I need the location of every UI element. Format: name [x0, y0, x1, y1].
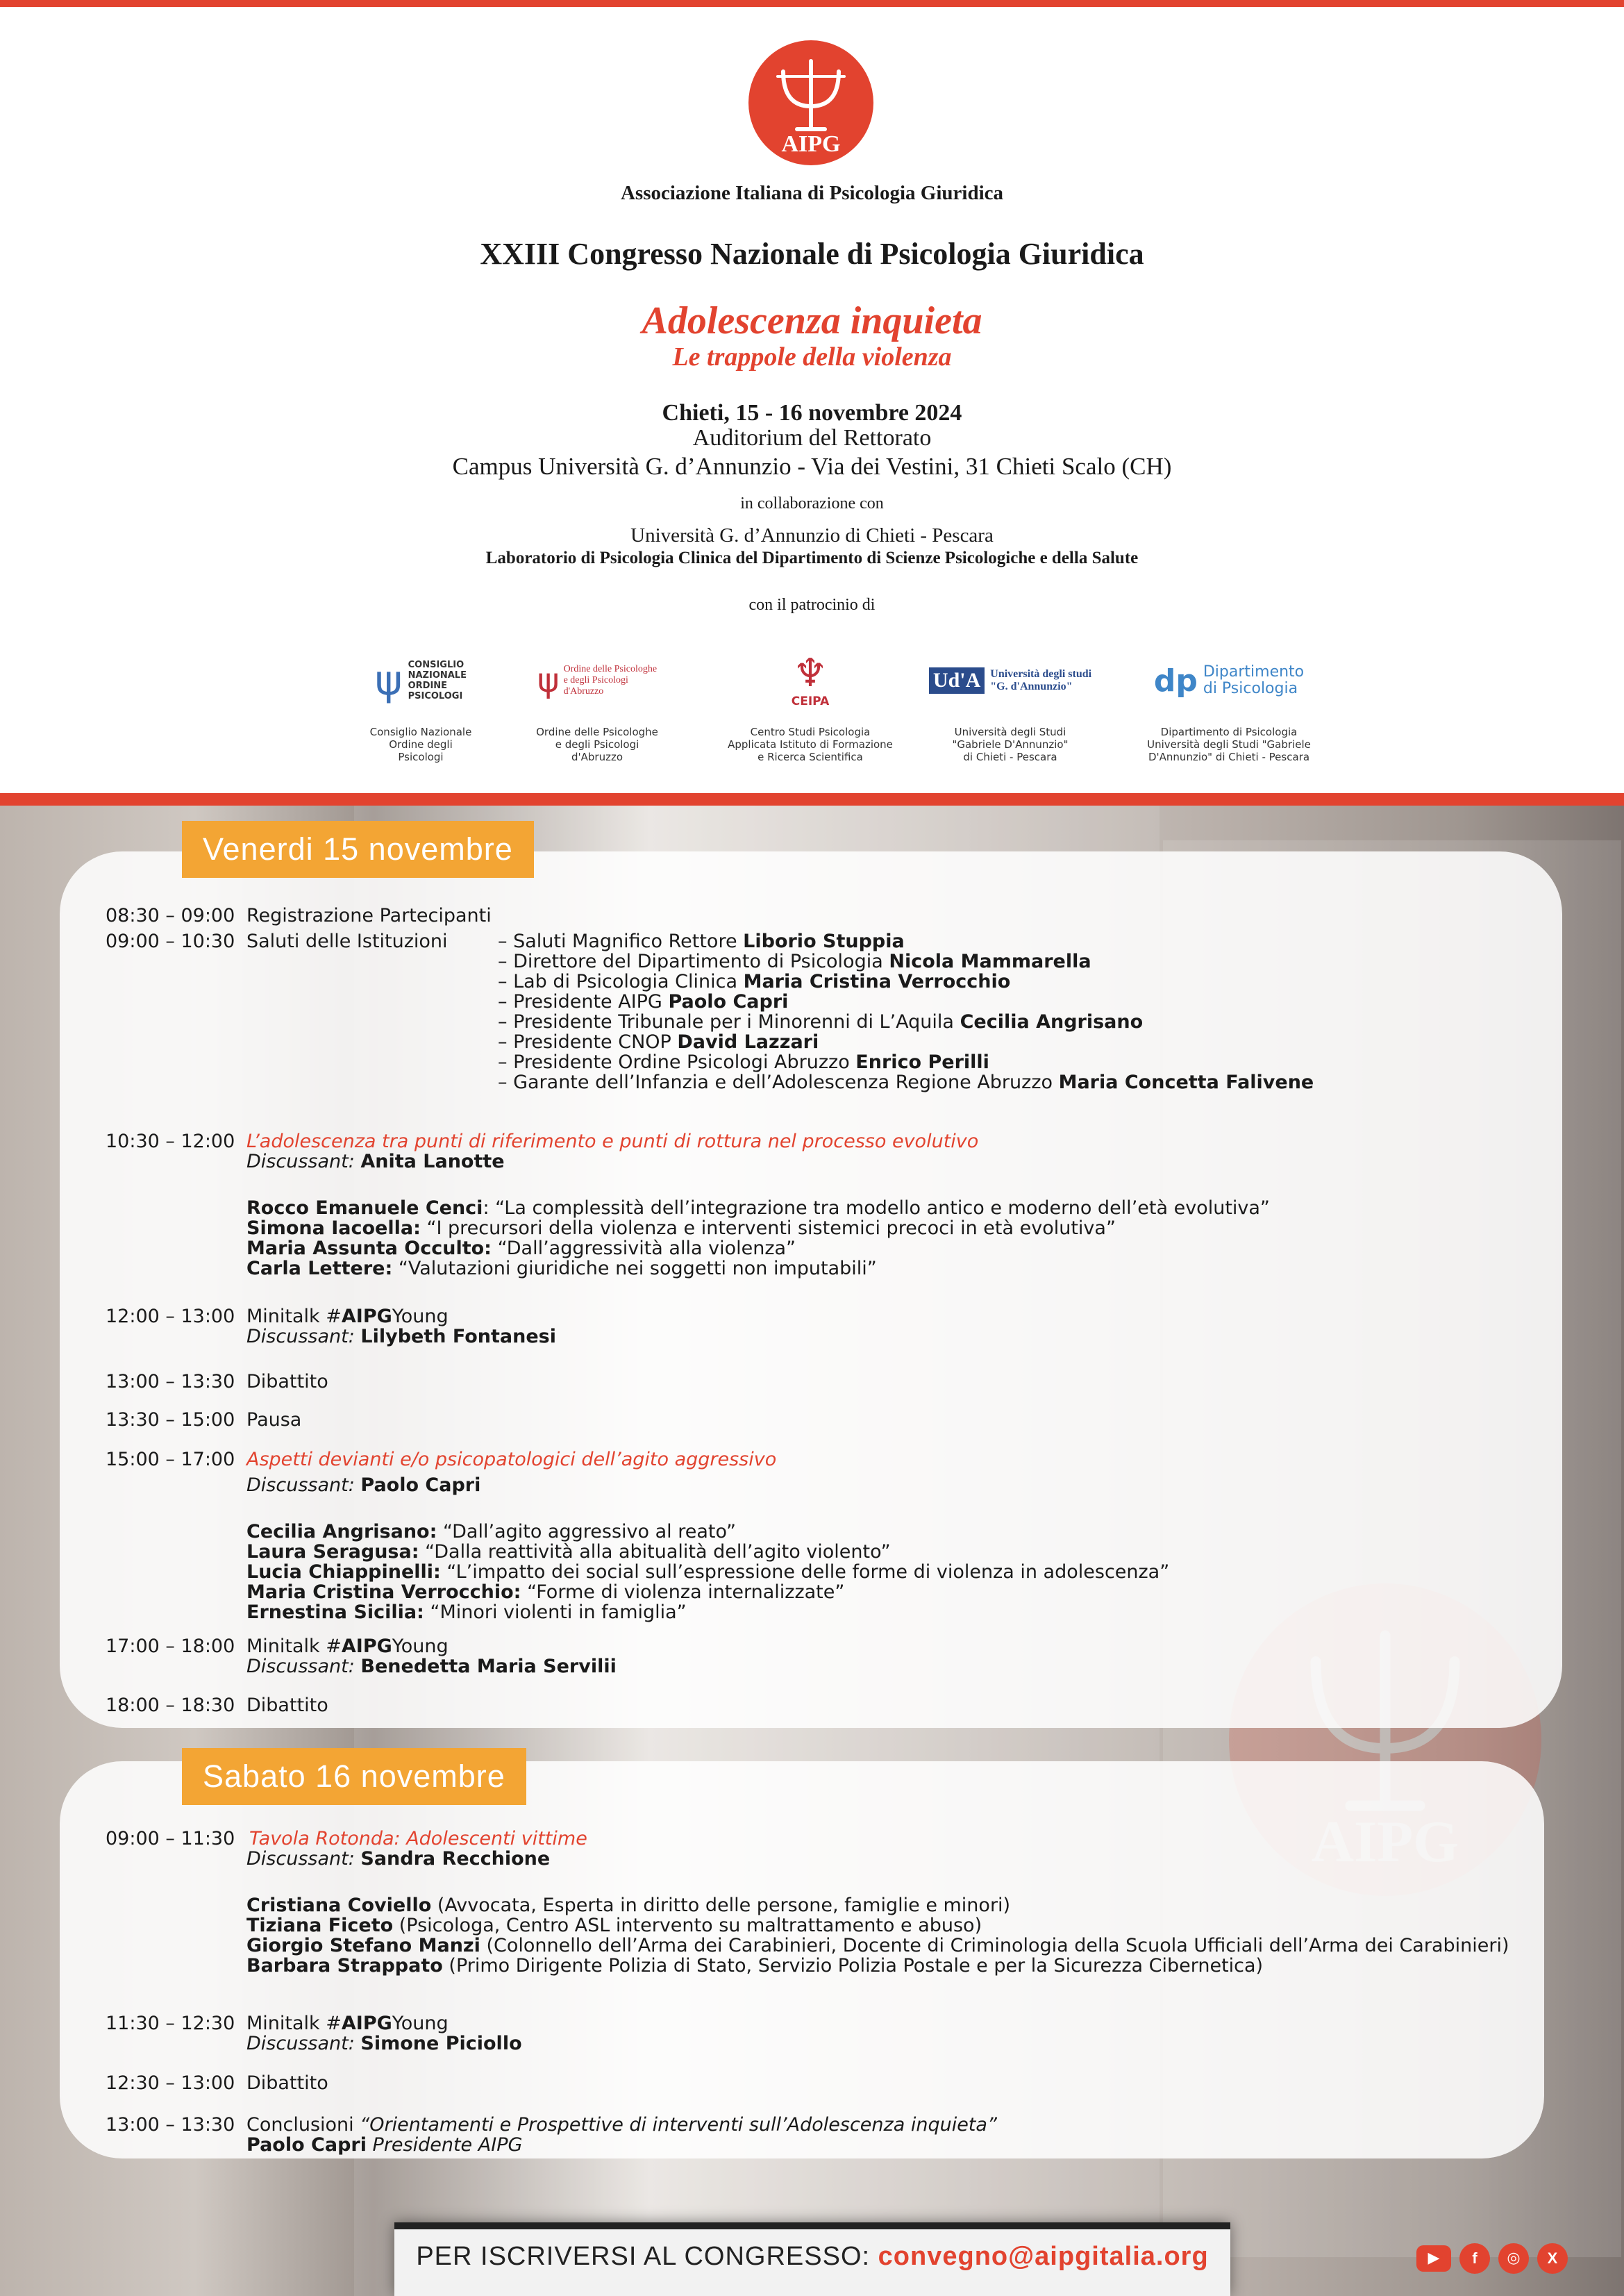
patron-cnop: ψ CONSIGLIO NAZIONALE ORDINE PSICOLOGI Consiglio Nazionale Ordine degli Psicologi [317, 642, 525, 763]
psi-icon: ψ [375, 656, 403, 705]
top-rule [0, 0, 1624, 7]
panelist-item: Giorgio Stefano Manzi (Colonnello dell’Arma dei Carabinieri, Docente di Criminologia della Scuola Ufficiali dell’Arma dei Carabinieri) [246, 1935, 1509, 1956]
session-title: L’adolescenza tra punti di riferimento e punti di rottura nel processo evolutivo [246, 1131, 979, 1152]
collab-intro: in collaborazione con [740, 494, 884, 513]
day2-tab: Sabato 16 novembre [182, 1748, 526, 1805]
panelist-item: Tiziana Ficeto (Psicologa, Centro ASL intervento su maltrattamento e abuso) [246, 1915, 982, 1936]
list-item: – Presidente AIPG Paolo Capri [498, 991, 789, 1013]
theme-title: Adolescenza inquieta [642, 299, 982, 342]
talk-item: Simona Iacoella: “I precursori della violenza e interventi sistemici precoci in età evolutiva” [246, 1217, 1116, 1239]
ordine-abruzzo-logo: ψ Ordine delle Psicologhe e degli Psicologi d'Abruzzo [537, 661, 658, 700]
psi-scales-icon [748, 40, 873, 165]
talk-item: Laura Seragusa: “Dalla reattività alla abitualità dell’agito violento” [246, 1541, 891, 1563]
panelist-item: Barbara Strappato (Primo Dirigente Polizia di Stato, Servizio Polizia Postale e per la Sicurezza Cibernetica) [246, 1955, 1264, 1977]
x-icon[interactable]: X [1537, 2243, 1568, 2274]
talk-item: Maria Assunta Occulto: “Dall’aggressività alla violenza” [246, 1238, 796, 1259]
session-title: Tavola Rotonda: Adolescenti vittime [249, 1828, 587, 1849]
event-address: Campus Università G. d’Annunzio - Via dei Vestini, 31 Chieti Scalo (CH) [452, 453, 1172, 480]
theme-subtitle: Le trappole della violenza [672, 342, 952, 372]
logo-text: AIPG [781, 131, 841, 157]
patronage-intro: con il patrocinio di [748, 596, 876, 614]
talk-item: Rocco Emanuele Cenci: “La complessità dell’integrazione tra modello antico e moderno dell’età evolutiva” [246, 1197, 1270, 1219]
talk-item: Lucia Chiappinelli: “L’impatto dei social sull’espressione delle forme di violenza in adolescenza” [246, 1561, 1170, 1583]
youtube-icon[interactable]: ▶ [1416, 2245, 1451, 2272]
dp-icon: dp [1153, 663, 1198, 699]
unich-logo: Ud'A Università degli studi "G. d'Annunzio" [906, 642, 1114, 719]
dip-psicologia-logo: dp Dipartimento di Psicologia [1153, 663, 1305, 699]
talk-item: Ernestina Sicilia: “Minori violenti in famiglia” [246, 1602, 687, 1623]
instagram-icon[interactable]: ◎ [1498, 2243, 1529, 2274]
patron-ceipa: ♆ CEIPA Centro Studi Psicologia Applicata Istituto di Formazione e Ricerca Scientifica [706, 642, 914, 763]
congress-title: XXIII Congresso Nazionale di Psicologia Giuridica [480, 237, 1144, 271]
patron-dip-psicologia: dp Dipartimento di Psicologia Dipartimento di Psicologia Università degli Studi "Gabriele D'Annunzio" di Chieti - Pescara [1125, 642, 1333, 763]
day1-tab: Venerdi 15 novembre [182, 821, 534, 878]
collab-lab: Laboratorio di Psicologia Clinica del Dipartimento di Scienze Psicologiche e della Salute [485, 549, 1139, 567]
list-item: – Saluti Magnifico Rettore Liborio Stuppia [498, 931, 905, 952]
registration-label: PER ISCRIVERSI AL CONGRESSO: [416, 2242, 878, 2271]
registration-bar [394, 2222, 1230, 2296]
list-item: – Direttore del Dipartimento di Psicologia Nicola Mammarella [498, 951, 1091, 972]
ceipa-logo: ♆ CEIPA [791, 651, 830, 708]
patron-ordine-abruzzo: ψ Ordine delle Psicologhe e degli Psicologi d'Abruzzo Ordine delle Psicologhe e degli Psicologi d'Abruzzo [493, 642, 701, 763]
list-item: – Presidente Tribunale per i Minorenni di L’Aquila Cecilia Angrisano [498, 1011, 1144, 1033]
social-links [1416, 2243, 1568, 2274]
greetings-list [498, 931, 1314, 1092]
talk-item: Carla Lettere: “Valutazioni giuridiche nei soggetti non imputabili” [246, 1258, 877, 1279]
psi-icon: ψ [537, 661, 560, 700]
patron-unich: Ud'A Università degli studi "G. d'Annunzio" Università degli Studi "Gabriele D'Annunzio" di Chieti - Pescara [906, 642, 1114, 763]
talk-item: Cecilia Angrisano: “Dall’agito aggressivo al reato” [246, 1521, 737, 1542]
list-item: – Garante dell’Infanzia e dell’Adolescenza Regione Abruzzo Maria Concetta Falivene [498, 1072, 1314, 1093]
panelist-item: Cristiana Coviello (Avvocata, Esperta in diritto delle persone, famiglie e minori) [246, 1895, 1011, 1916]
ceipa-symbol-icon: ♆ [792, 651, 828, 696]
event-venue: Auditorium del Rettorato [692, 425, 932, 451]
aipg-logo [748, 40, 873, 165]
talk-item: Maria Cristina Verrocchio: “Forme di violenza internalizzate” [246, 1581, 845, 1603]
uda-badge: Ud'A [929, 667, 985, 694]
list-item: – Presidente Ordine Psicologi Abruzzo Enrico Perilli [498, 1051, 989, 1073]
facebook-icon[interactable]: f [1459, 2243, 1490, 2274]
collab-university: Università G. d’Annunzio di Chieti - Pescara [630, 524, 994, 547]
event-date: Chieti, 15 - 16 novembre 2024 [662, 400, 962, 426]
association-name: Associazione Italiana di Psicologia Giuridica [620, 182, 1003, 204]
cnop-logo: ψ CONSIGLIO NAZIONALE ORDINE PSICOLOGI [375, 656, 467, 705]
section-divider [0, 793, 1624, 806]
list-item: – Lab di Psicologia Clinica Maria Cristina Verrocchio [498, 971, 1011, 992]
list-item: – Presidente CNOP David Lazzari [498, 1031, 819, 1053]
session-title: Aspetti devianti e/o psicopatologici dell’agito aggressivo [246, 1449, 777, 1470]
registration-email-link[interactable]: convegno@aipgitalia.org [878, 2242, 1209, 2271]
